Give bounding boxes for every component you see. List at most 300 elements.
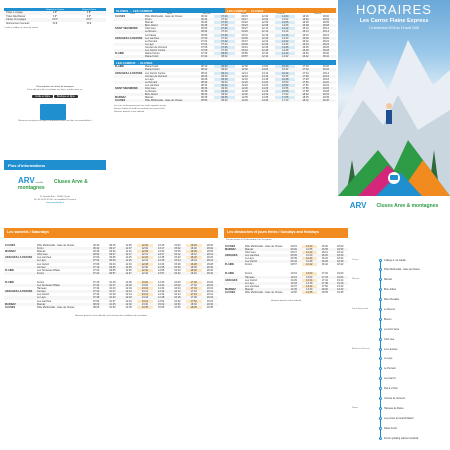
time-cell: 14:00 [275, 15, 295, 18]
stop-cell: Marnaz [244, 288, 286, 291]
time-cell: 18:42 [316, 55, 336, 58]
time-cell: 14:42 [275, 55, 295, 58]
time-cell: 08:32 [201, 83, 208, 87]
time-cell: 16:30 [186, 266, 202, 269]
time-cell: 16:46 [275, 75, 295, 78]
stop-cell: Flaine Forum [144, 68, 194, 71]
time-cell: 07:52 [92, 299, 100, 303]
time-cell: 06:52 [88, 253, 104, 256]
time-cell: 12:05 [137, 250, 153, 253]
time-cell: 09:43 [286, 260, 302, 263]
time-cell: 11:45 [125, 268, 132, 272]
time-cell: 15:05 [157, 305, 165, 309]
map-stop-label: Les Lanches [384, 347, 398, 351]
price-table [4, 8, 106, 25]
map-stop-label: Hameau de Flaine [384, 406, 404, 410]
time-cell: 07:42 [214, 40, 234, 43]
time-cell: 12:08 [255, 24, 275, 27]
time-cell: 09:57 [104, 272, 120, 275]
time-cell: 12:30 [121, 303, 137, 306]
time-cell: 18:12 [322, 27, 329, 31]
time-cell: 06:45 [201, 21, 208, 25]
map-stop-label: Le Revers [384, 307, 395, 311]
time-cell: 18:02 [295, 93, 315, 96]
time-cell: 09:39 [290, 257, 297, 261]
time-cell: 12:20 [302, 254, 318, 257]
time-cell: 09:39 [235, 43, 255, 46]
time-cell: 14:44 [157, 293, 165, 297]
time-cell: 12:00 [125, 280, 132, 284]
town-cell: CLUSES [225, 244, 236, 248]
map-stop-label: Les portes du Grand Massif [384, 416, 414, 420]
time-cell: 14:26 [275, 46, 295, 49]
map-stop-label: Pôle Multimodal - Gare de Cluses [384, 268, 420, 272]
time-cell: 18:40 [206, 268, 213, 272]
time-cell: 16:16 [302, 33, 309, 37]
map-stop-dot [379, 318, 382, 321]
time-cell: 16:00 [174, 280, 181, 284]
map-stop-label: Marnaz [384, 278, 392, 282]
weekday-outbound-table [114, 15, 336, 58]
time-cell: 09:27 [241, 27, 248, 31]
time-cell: 10:17 [104, 284, 120, 287]
time-cell: 09:29 [235, 30, 255, 33]
town-cell: ARÂCHES-LA FRASSE [5, 256, 33, 260]
time-cell: 18:22 [322, 39, 329, 43]
time-cell: 12:24 [137, 259, 153, 262]
time-cell: 16:14 [174, 293, 181, 297]
time-cell: 18:24 [202, 259, 218, 262]
stop-cell: Le Lays [145, 77, 154, 81]
town-cell: CLUSES [225, 291, 236, 295]
stop-cell: Le Lays [36, 296, 88, 299]
time-cell: 09:15 [241, 15, 248, 18]
time-cell: 09:32 [214, 93, 234, 96]
price-value: 15 €* [72, 18, 106, 22]
time-cell: 10:19 [286, 276, 302, 279]
time-cell: 07:04 [194, 43, 214, 46]
stop-cell: Le Lays [36, 259, 88, 262]
stop-cell: Bois Jolivet [144, 24, 194, 27]
time-cell: 19:22 [206, 299, 213, 303]
time-cell: 13:35 [302, 291, 318, 294]
time-cell: 19:35 [337, 291, 344, 295]
time-cell: 16:00 [186, 244, 202, 247]
time-cell: 08:00 [214, 52, 234, 55]
time-cell: 18:20 [206, 256, 213, 260]
town-cell: MARNAZ [224, 288, 244, 291]
time-cell: 16:22 [302, 39, 309, 43]
arv-logo: ARV [18, 176, 35, 185]
legend-3: Horaires donnés à titre indicatif [114, 111, 145, 114]
time-cell: 12:00 [261, 15, 269, 18]
time-cell: 16:20 [186, 256, 202, 259]
time-cell: 17:46 [295, 75, 315, 78]
saturday-outbound-table [4, 244, 218, 275]
time-cell: 18:14 [316, 30, 336, 33]
time-cell: 14:02 [255, 68, 275, 71]
time-cell: 16:14 [295, 30, 315, 33]
time-cell: 16:00 [302, 15, 309, 18]
time-cell: 07:34 [92, 287, 100, 291]
time-cell: 12:18 [121, 296, 137, 299]
time-cell: 09:20 [241, 21, 248, 25]
map-stop-dot [379, 377, 382, 380]
time-cell: 19:02 [316, 68, 336, 71]
town-cell: ARÂCHES-LA FRASSE [115, 36, 143, 40]
time-cell: 14:48 [153, 296, 169, 299]
time-cell: 18:00 [317, 288, 333, 291]
cover-logos [338, 196, 450, 215]
price-label: Abonnement mensuel [6, 21, 30, 25]
time-cell: 13:14 [137, 293, 153, 296]
time-cell: 16:22 [174, 299, 181, 303]
time-cell: 16:35 [174, 305, 181, 309]
time-cell: 16:40 [302, 52, 309, 56]
town-cell: MARNAZ [115, 96, 126, 100]
time-cell: 07:28 [214, 24, 234, 27]
time-cell: 09:35 [235, 37, 255, 40]
time-cell: 06:42 [194, 18, 214, 21]
time-cell: 14:22 [261, 83, 269, 87]
time-cell: 10:29 [109, 293, 116, 297]
time-cell: 17:32 [295, 68, 315, 71]
time-cell: 06:48 [194, 24, 214, 27]
time-cell: 19:14 [206, 293, 213, 297]
time-cell: 17:42 [186, 290, 202, 293]
stop-cell: Les Carroz Centre [144, 49, 194, 52]
time-cell: 13:14 [302, 279, 318, 282]
time-cell: 12:40 [235, 99, 255, 102]
time-cell: 15:02 [169, 247, 185, 250]
time-cell: 09:40 [214, 99, 234, 102]
time-cell: 16:05 [302, 21, 309, 25]
time-cell: 15:20 [174, 256, 181, 260]
time-cell: 12:00 [302, 245, 318, 248]
time-cell: 18:20 [333, 254, 349, 257]
map-stop-label: Collège A. de Gaulle [384, 258, 406, 262]
time-cell: 13:18 [137, 296, 153, 299]
time-cell: 16:20 [317, 254, 333, 257]
town-cell: FLAINE [5, 268, 15, 272]
time-cell: 08:50 [194, 99, 214, 102]
legend-1: Les cars ne desservent pas les arrêts signalés en gris [114, 105, 167, 108]
time-cell: 17:52 [321, 284, 328, 288]
time-cell: 14:28 [275, 49, 295, 52]
logos [18, 176, 98, 190]
time-cell: 18:28 [316, 49, 336, 52]
time-cell: 11:17 [121, 253, 137, 256]
contact-block [4, 196, 106, 216]
time-cell: 16:05 [317, 248, 333, 251]
time-cell: 14:30 [157, 280, 165, 284]
time-cell: 12:20 [235, 81, 255, 84]
map-stop-label: Mas Chevalier [384, 298, 400, 302]
map-stop-label: Chef Lieu [384, 337, 395, 341]
time-cell: 09:20 [286, 248, 302, 251]
map-stop-label: Bois Jolivet [384, 288, 397, 292]
table-row [114, 99, 336, 102]
stop-cell: Comtes de Verneuil [145, 45, 167, 49]
time-cell: 10:29 [290, 278, 297, 282]
stop-cell: Les Lanches [144, 37, 194, 40]
stop-cell: Marnaz [145, 21, 154, 25]
time-cell: 12:12 [261, 27, 269, 31]
time-cell: 17:05 [275, 96, 295, 99]
time-cell: 14:20 [275, 37, 295, 40]
map-stop-dot [379, 259, 382, 262]
time-cell: 16:24 [295, 43, 315, 46]
time-cell: 10:33 [104, 296, 120, 299]
time-cell: 16:40 [186, 269, 202, 272]
time-cell: 13:43 [157, 262, 165, 266]
time-cell: 18:16 [322, 33, 329, 37]
time-cell: 17:56 [295, 87, 315, 90]
time-cell: 17:48 [302, 77, 309, 81]
time-cell: 15:40 [174, 268, 181, 272]
time-cell: 16:28 [186, 263, 202, 266]
time-cell: 16:00 [321, 244, 328, 248]
time-cell: 15:12 [169, 253, 185, 256]
sunday-outbound-table [224, 245, 348, 267]
time-cell: 17:48 [186, 296, 202, 299]
time-cell: 11:33 [125, 262, 132, 266]
time-cell: 14:40 [255, 99, 275, 102]
time-cell: 08:00 [88, 303, 104, 306]
day-header: Mercredi [202, 13, 211, 15]
time-cell: 13:35 [157, 256, 165, 260]
time-cell: 10:50 [290, 291, 297, 295]
time-cell: 19:16 [316, 75, 336, 78]
time-cell: 09:43 [109, 262, 116, 266]
time-cell: 14:28 [261, 90, 269, 94]
time-cell: 09:57 [290, 263, 297, 267]
time-cell: 12:40 [137, 269, 153, 272]
stop-cell: Les Lanches [37, 299, 52, 303]
time-cell: 10:45 [286, 288, 302, 291]
time-cell: 09:20 [214, 81, 234, 84]
time-cell: 09:00 [214, 65, 234, 68]
time-cell: 06:40 [92, 244, 100, 247]
map-stop-dot [379, 387, 382, 390]
table-row [114, 55, 336, 58]
time-cell: 13:30 [302, 288, 318, 291]
time-cell: 09:23 [235, 24, 255, 27]
map-stop-dot [379, 427, 382, 430]
time-cell: 10:15 [109, 280, 116, 284]
time-cell: 07:42 [88, 290, 104, 293]
time-cell: 14:32 [153, 284, 169, 287]
town-cell: FLAINE [5, 280, 15, 284]
time-cell: 19:04 [333, 276, 349, 279]
map-stop-dot [379, 357, 382, 360]
time-cell: 13:15 [157, 244, 165, 247]
time-cell: 17:52 [186, 300, 202, 303]
time-cell: 09:27 [290, 250, 297, 254]
time-cell: 18:05 [302, 96, 309, 100]
time-cell: 13:20 [157, 250, 165, 254]
map-stop-label: Forum (parking cabinet médical) [384, 436, 419, 440]
time-cell: 19:30 [333, 288, 349, 291]
time-cell: 08:10 [201, 65, 208, 69]
time-cell: 16:18 [169, 296, 185, 299]
time-cell: 09:35 [286, 254, 302, 257]
time-cell: 13:17 [153, 247, 169, 250]
stop-cell: Foron [36, 247, 88, 250]
town-cell: FLAINE [115, 52, 125, 56]
time-cell: 12:20 [137, 256, 153, 259]
time-cell: 14:52 [157, 299, 165, 303]
stop-cell: Chef Lieu [144, 87, 194, 90]
time-cell: 16:04 [174, 287, 181, 291]
map-stop-dot [379, 407, 382, 410]
time-cell: 07:32 [214, 27, 234, 30]
stop-cell: Les Carroz [244, 260, 286, 263]
stop-cell: Forum [245, 263, 253, 267]
app-panel-title: Pour acheter vos titres de transport [36, 86, 74, 88]
day-header: Jeudi [241, 13, 246, 15]
time-cell: 17:48 [317, 282, 333, 285]
stop-cell: Pôle Multimodal - Gare de Cluses [37, 305, 75, 309]
time-cell: 09:41 [241, 45, 248, 49]
time-cell: 10:27 [104, 290, 120, 293]
time-cell: 12:02 [235, 68, 255, 71]
stop-cell: Le Lays [245, 257, 254, 261]
time-cell: 14:02 [275, 18, 295, 21]
town-cell [114, 55, 144, 58]
time-cell: 12:05 [302, 248, 318, 251]
time-cell: 18:12 [202, 253, 218, 256]
time-cell: 14:24 [275, 43, 295, 46]
time-cell: 09:17 [104, 247, 120, 250]
price-header-carroz: Départ Les Carroz [38, 8, 72, 11]
time-cell: 12:14 [255, 30, 275, 33]
time-cell: 18:08 [316, 24, 336, 27]
stop-cell: Chef Lieu [36, 253, 88, 256]
time-cell: 08:36 [194, 87, 214, 90]
time-cell: 14:00 [261, 65, 269, 69]
town-cell: CLUSES [5, 244, 16, 247]
time-cell: 19:30 [202, 303, 218, 306]
legend-2: Service réalisé du lundi au vendredi hors jours fériés [114, 108, 165, 111]
time-cell: 15:42 [169, 272, 185, 275]
time-cell: 13:22 [302, 285, 318, 288]
stop-cell: Hameau [37, 287, 47, 291]
stop-cell: Foron [144, 18, 194, 21]
map-stop-dot [379, 328, 382, 331]
time-cell: 16:42 [186, 272, 202, 275]
route-map [350, 228, 448, 446]
time-cell: 12:35 [241, 96, 248, 100]
time-cell: 14:42 [153, 290, 169, 293]
time-cell: 19:18 [202, 296, 218, 299]
cluses-logo: Cluses Arve & montagnes [18, 179, 88, 191]
stop-cell: Comtes [36, 266, 88, 269]
stop-cell: Le Lays [144, 43, 194, 46]
time-cell: 07:04 [88, 259, 104, 262]
time-cell: 16:42 [321, 263, 328, 267]
online-guide-button[interactable]: Guide en ligne [32, 95, 53, 98]
time-cell: 19:32 [316, 93, 336, 96]
stop-cell: Les Carroz [37, 293, 50, 297]
town-cell: MARNAZ [4, 303, 36, 306]
time-cell: 17:30 [302, 65, 309, 69]
stop-cell: Les Terrasses D'Eau [36, 284, 88, 287]
price-value: 30 € [52, 21, 58, 25]
time-cell: 13:18 [302, 282, 318, 285]
time-cell: 07:36 [214, 34, 234, 37]
time-cell: 12:12 [121, 290, 137, 293]
time-cell: 16:48 [275, 78, 295, 81]
time-cell: 14:40 [275, 52, 295, 55]
town-cell: FLAINE [115, 65, 125, 69]
time-cell: 09:15 [290, 244, 297, 248]
map-stop-label: Les Carroz [384, 377, 396, 381]
stop-cell: Pôle Multimodal - Gare de Cluses [245, 291, 283, 295]
day-header: Samedi [314, 13, 321, 15]
time-cell: 14:22 [275, 40, 295, 43]
town-cell: FLAINE [225, 263, 235, 267]
map-stop-dot [379, 268, 382, 271]
online-shop-button[interactable]: Boutique en ligne [54, 95, 78, 98]
time-cell: 09:45 [104, 266, 120, 269]
time-cell: 09:17 [235, 18, 255, 21]
time-cell: 19:12 [202, 290, 218, 293]
time-cell: 14:35 [261, 96, 269, 100]
time-cell: 14:32 [255, 93, 275, 96]
contact-website[interactable]: www.arvimobilite.fr [45, 201, 65, 204]
time-cell: 08:12 [194, 68, 214, 71]
time-cell: 07:00 [92, 256, 100, 260]
time-cell: 17:30 [186, 281, 202, 284]
time-cell: 19:02 [202, 284, 218, 287]
time-cell: 13:22 [137, 300, 153, 303]
stop-cell: Les Lanches [244, 254, 286, 257]
contact-phone: Tel. 04 50 91 40 90 - arv.mobilite@2ccam.fr [33, 198, 77, 201]
time-cell: 12:22 [125, 299, 132, 303]
time-cell: 17:10 [275, 99, 295, 102]
time-cell: 16:44 [275, 72, 295, 75]
time-cell: 18:05 [321, 291, 328, 295]
time-cell: 14:34 [157, 287, 165, 291]
time-cell: 18:05 [206, 250, 213, 254]
stop-cell: Bois Jolivet [144, 93, 194, 96]
stop-cell: Flaine Forum [145, 52, 160, 56]
arv-logo: ARV [349, 201, 367, 210]
stop-cell: Les Carroz [37, 262, 50, 266]
price-label: Ticket 1 voyage [4, 11, 38, 15]
map-town-label: Arâches-la-Frasse [352, 347, 370, 350]
time-cell: 11:25 [125, 256, 132, 260]
time-cell: 12:26 [235, 87, 255, 90]
time-cell: 07:48 [214, 49, 234, 52]
stop-cell: Forum [245, 272, 253, 276]
time-cell: 19:28 [322, 90, 329, 94]
time-cell: 12:16 [261, 33, 269, 37]
time-cell: 14:05 [275, 21, 295, 24]
time-cell: 16:30 [169, 303, 185, 306]
time-cell: 19:00 [337, 272, 344, 276]
time-cell: 16:28 [295, 49, 315, 52]
time-cell: 09:18 [214, 78, 234, 81]
saturday-title: Les samedis / Saturdays [4, 228, 218, 238]
map-stop-dot [379, 367, 382, 370]
time-cell: 18:42 [202, 272, 218, 275]
time-cell: 19:14 [322, 71, 329, 75]
map-stop-dot [379, 437, 382, 440]
time-cell: 09:15 [109, 244, 116, 247]
time-cell: 11:07 [121, 247, 137, 250]
